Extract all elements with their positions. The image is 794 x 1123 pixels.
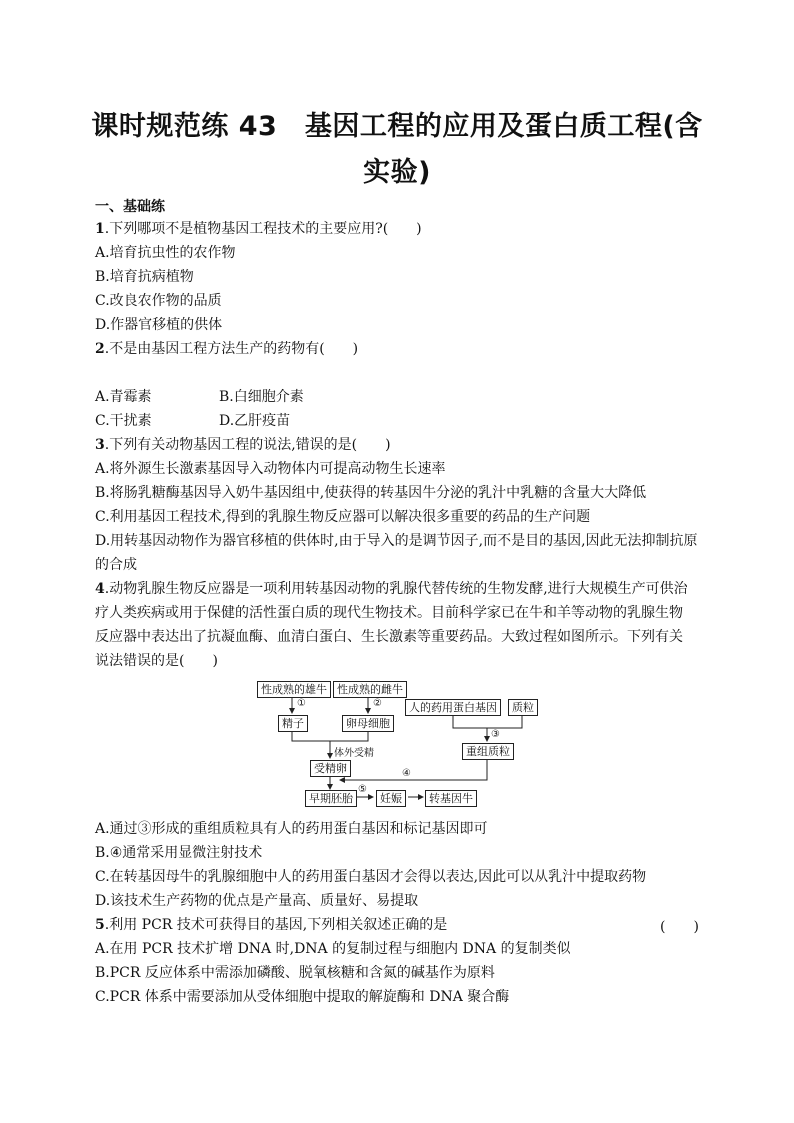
q2-option-c: C.干扰素	[95, 413, 152, 429]
q5-option-c: C.PCR 体系中需要添加从受体细胞中提取的解旋酶和 DNA 聚合酶	[95, 989, 510, 1005]
box-sperm: 精子	[278, 715, 308, 732]
question-4-stem-line4: 说法错误的是( )	[95, 653, 218, 669]
question-4-stem-line1: 4.动物乳腺生物反应器是一项利用转基因动物的乳腺代替传统的生物发酵,进行大规模生产可供治	[95, 581, 688, 597]
box-plasmid: 质粒	[508, 699, 538, 716]
box-mature-bull: 性成熟的雄牛	[257, 681, 331, 698]
q2-option-a: A.青霉素	[95, 389, 152, 405]
q4-option-b: B.④通常采用显微注射技术	[95, 845, 263, 861]
q5-option-b: B.PCR 反应体系中需添加磷酸、脱氧核糖和含氮的碱基作为原料	[95, 965, 495, 981]
step-2-label: ②	[373, 698, 382, 709]
box-human-gene: 人的药用蛋白基因	[405, 699, 501, 716]
q5-option-a: A.在用 PCR 技术扩增 DNA 时,DNA 的复制过程与细胞内 DNA 的复制类似	[95, 941, 571, 957]
box-recombinant-plasmid: 重组质粒	[462, 743, 514, 760]
page-title-line2: 实验)	[363, 157, 431, 188]
q2-option-d: D.乙肝疫苗	[219, 413, 291, 429]
q3-option-c: C.利用基因工程技术,得到的乳腺生物反应器可以解决很多重要的药品的生产问题	[95, 509, 591, 525]
section-heading: 一、基础练	[95, 199, 165, 215]
step-3-label: ③	[491, 729, 500, 740]
q3-option-d-cont: 的合成	[95, 557, 137, 573]
question-3-stem: 3.下列有关动物基因工程的说法,错误的是( )	[95, 437, 391, 453]
box-pregnancy: 妊娠	[376, 790, 406, 807]
q1-option-a: A.培育抗虫性的农作物	[95, 245, 236, 261]
q1-option-c: C.改良农作物的品质	[95, 293, 222, 309]
q3-option-a: A.将外源生长激素基因导入动物体内可提高动物生长速率	[95, 461, 446, 477]
box-egg: 卵母细胞	[342, 715, 394, 732]
box-zygote: 受精卵	[310, 760, 351, 777]
q4-option-a: A.通过③形成的重组质粒具有人的药用蛋白基因和标记基因即可	[95, 821, 488, 837]
question-2-stem: 2.不是由基因工程方法生产的药物有( )	[95, 341, 359, 357]
q1-option-b: B.培育抗病植物	[95, 269, 194, 285]
box-transgenic-cow: 转基因牛	[425, 790, 477, 807]
q3-option-d: D.用转基因动物作为器官移植的供体时,由于导入的是调节因子,而不是目的基因,因此无法抑制抗原	[95, 533, 698, 549]
page-title-line1: 课时规范练 43 基因工程的应用及蛋白质工程(含	[91, 111, 703, 142]
step-4-label: ④	[402, 768, 411, 779]
q3-option-b: B.将肠乳糖酶基因导入奶牛基因组中,使获得的转基因牛分泌的乳汁中乳糖的含量大大降低	[95, 485, 647, 501]
q4-option-c: C.在转基因母牛的乳腺细胞中人的药用蛋白基因才会得以表达,因此可以从乳汁中提取药物	[95, 869, 647, 885]
ivf-label: 体外受精	[334, 748, 374, 759]
q2-option-b: B.白细胞介素	[219, 389, 304, 405]
box-mature-cow: 性成熟的雌牛	[333, 681, 407, 698]
question-5-stem: 5.利用 PCR 技术可获得目的基因,下列相关叙述正确的是	[95, 917, 448, 933]
q5-answer-paren: ( )	[660, 919, 699, 935]
box-early-embryo: 早期胚胎	[305, 790, 357, 807]
step-1-label: ①	[297, 698, 306, 709]
q4-option-d: D.该技术生产药物的优点是产量高、质量好、易提取	[95, 893, 419, 909]
question-1-stem: 1.下列哪项不是植物基因工程技术的主要应用?( )	[95, 221, 422, 237]
question-4-stem-line3: 反应器中表达出了抗凝血酶、血清白蛋白、生长激素等重要药品。大致过程如图所示。下列有关	[95, 629, 683, 645]
q1-option-d: D.作器官移植的供体	[95, 317, 223, 333]
step-5-label: ⑤	[358, 784, 367, 795]
question-4-stem-line2: 疗人类疾病或用于保健的活性蛋白质的现代生物技术。目前科学家已在牛和羊等动物的乳腺生物	[95, 605, 683, 621]
